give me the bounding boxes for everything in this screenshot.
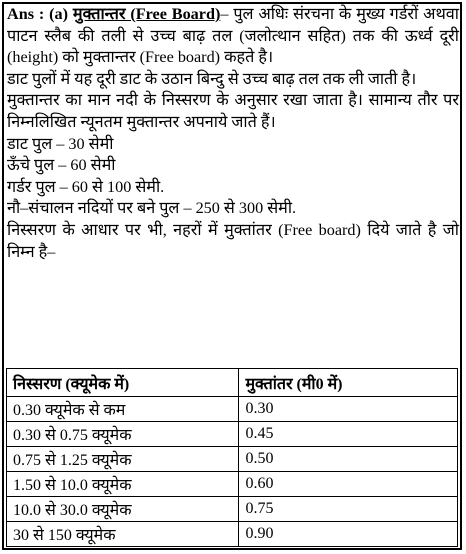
table-row bbox=[7, 522, 458, 547]
answer-text bbox=[7, 4, 459, 263]
answer-definition: – पुल अधिः संरचना के मुख्य गर्डरों अथवा पाटन स्लैब की तली से उच्च बाढ़ तल (जलोत्थान सहित) तक की ऊर्ध्व दूरी (height) को मुक्तान्तर (Free board) कहते है। bbox=[7, 5, 460, 67]
cell-free-board: 0.60 bbox=[239, 472, 458, 497]
cell-discharge: 10.0 से 30.0 क्यूमेक bbox=[7, 497, 239, 522]
cell-free-board: 0.90 bbox=[239, 522, 458, 547]
cell-discharge: 0.75 से 1.25 क्यूमेक bbox=[7, 447, 239, 472]
definition-paragraph bbox=[7, 4, 459, 69]
cell-discharge: 30 से 150 क्यूमेक bbox=[7, 522, 239, 547]
cell-discharge: 1.50 से 10.0 क्यूमेक bbox=[7, 472, 239, 497]
answer-term: मुक्तान्तर (Free Board) bbox=[72, 5, 221, 23]
table-row bbox=[7, 447, 458, 472]
answer-prefix: Ans : (a) bbox=[7, 5, 73, 23]
cell-discharge: 0.30 से 0.75 क्यूमेक bbox=[7, 422, 239, 447]
table-row bbox=[7, 497, 458, 522]
minimum-item: डाट पुल – 30 सेमी bbox=[7, 134, 114, 153]
cell-free-board: 0.75 bbox=[239, 497, 458, 522]
header-discharge: निस्सरण (क्यूमेक में) bbox=[7, 369, 239, 397]
table-row bbox=[7, 472, 458, 497]
cell-discharge: 0.30 क्यूमेक से कम bbox=[7, 397, 239, 422]
table-header-row bbox=[7, 369, 458, 397]
arch-note-paragraph: डाट पुलों में यह दूरी डाट के उठान बिन्दु से उच्च बाढ़ तल तक ली जाती है। bbox=[7, 69, 417, 88]
cell-free-board: 0.45 bbox=[239, 422, 458, 447]
table-row bbox=[7, 397, 458, 422]
value-note-paragraph: मुक्तान्तर का मान नदी के निस्सरण के अनुसार रखा जाता है। सामान्य तौर पर निम्नलिखित न्यूनतम मुक्तान्तर अपनाये जाते हैं। bbox=[7, 91, 459, 131]
cell-free-board: 0.30 bbox=[239, 397, 458, 422]
cell-free-board: 0.50 bbox=[239, 447, 458, 472]
free-board-table bbox=[6, 368, 458, 547]
table-row bbox=[7, 422, 458, 447]
minimum-item: नौ–संचालन नदियों पर बने पुल – 250 से 300 सेमी. bbox=[7, 199, 297, 218]
minimum-item: ऊँचे पुल – 60 सेमी bbox=[7, 156, 116, 175]
header-free-board: मुक्तांतर (मी0 में) bbox=[239, 369, 458, 397]
minimum-item: गर्डर पुल – 60 से 100 सेमी. bbox=[7, 177, 165, 196]
discharge-note-paragraph: निस्सरण के आधार पर भी, नहरों में मुक्तांतर (Free board) दिये जाते है जो निम्न है– bbox=[7, 220, 459, 261]
